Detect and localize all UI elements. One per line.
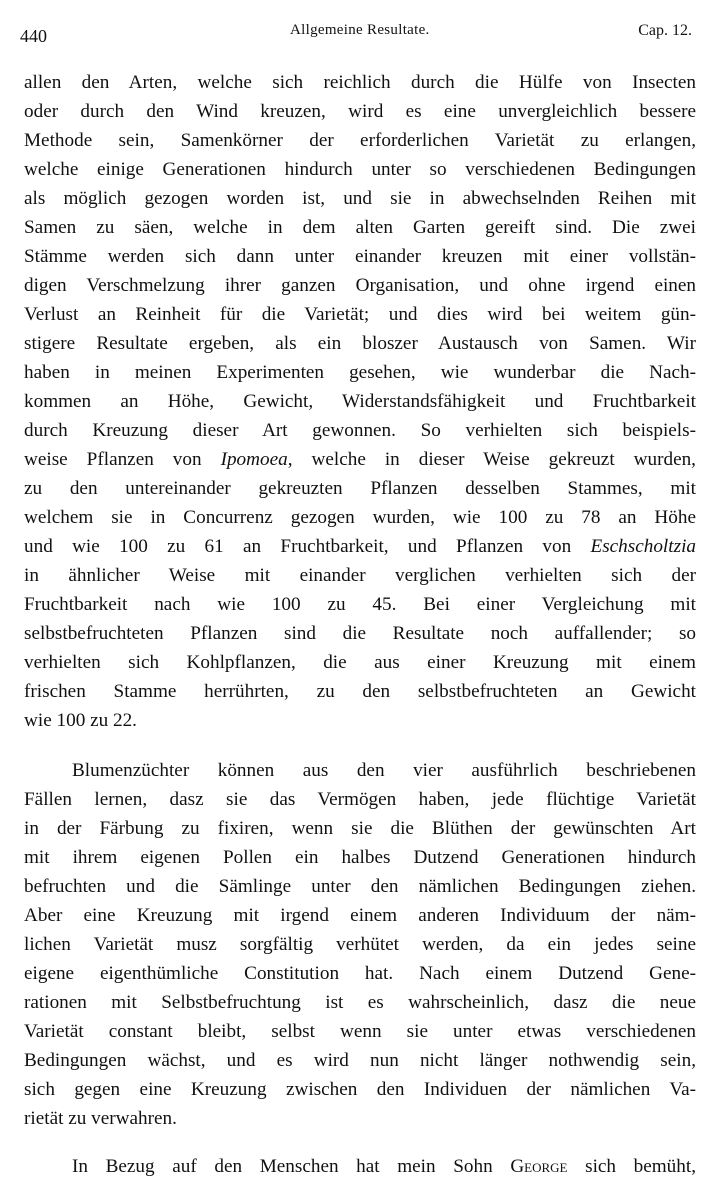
text-fragment: In Bezug auf den Menschen hat mein Sohn [72,1156,511,1177]
text-line: allen den Arten, welche sich reichlich durch die Hülfe von Insecten [24,72,696,93]
text-line: selbstbefruchteten Pflanzen sind die Resultate noch auffallender; so [24,623,696,644]
text-line: sich gegen eine Kreuzung zwischen den Individuen der nämlichen Va- [24,1079,696,1100]
text-line: als möglich gezogen worden ist, und sie in abwechselnden Reihen mit [24,188,696,209]
taxon-name: Eschscholtzia [590,536,696,557]
text-line: digen Verschmelzung ihrer ganzen Organisation, und ohne irgend einen [24,275,696,296]
page-number: 440 [20,26,47,46]
text-line: haben in meinen Experimenten gesehen, wie wunderbar die Nach- [24,362,696,383]
text-line: durch Kreuzung dieser Art gewonnen. So verhielten sich beispiels- [24,420,696,441]
text-line: Varietät constant bleibt, selbst wenn sie unter etwas verschiedenen [24,1021,696,1042]
page-header [20,18,692,46]
text-line: wie 100 zu 22. [24,710,137,731]
running-title: Allgemeine Resultate. [290,22,430,38]
text-line [72,1154,696,1180]
text-line: lichen Varietät musz sorgfältig verhütet werden, da ein jedes seine [24,934,696,955]
text-line: Bedingungen wächst, und es wird nun nicht länger nothwendig sein, [24,1050,696,1071]
text-line: Aber eine Kreuzung mit irgend einem anderen Individuum der näm- [24,905,696,926]
text-line: befruchten und die Sämlinge unter den nämlichen Bedingungen ziehen. [24,876,696,897]
text-line: frischen Stamme herrührten, zu den selbstbefruchteten an Gewicht [24,681,696,702]
text-line: eigene eigenthümliche Constitution hat. Nach einem Dutzend Gene- [24,963,696,984]
chapter-label: Cap. 12. [638,22,692,39]
taxon-name: Ipomoea [220,449,288,470]
text-line: welche einige Generationen hindurch unter so verschiedenen Bedingungen [24,159,696,180]
text-line: rationen mit Selbstbefruchtung ist es wahrscheinlich, dasz die neue [24,992,696,1013]
text-line: Stämme werden sich dann unter einander kreuzen mit einer vollstän- [24,246,696,267]
text-line: in ähnlicher Weise mit einander verglichen verhielten sich der [24,565,696,586]
text-line: Methode sein, Samenkörner der erforderlichen Varietät zu erlangen, [24,130,696,151]
text-line: Samen zu säen, welche in dem alten Garten gereift sind. Die zwei [24,217,696,238]
text-line: verhielten sich Kohlpflanzen, die aus einer Kreuzung mit einem [24,652,696,673]
text-line: Fällen lernen, dasz sie das Vermögen haben, jede flüchtige Varietät [24,789,696,810]
text-line: Verlust an Reinheit für die Varietät; und dies wird bei weitem gün- [24,304,696,325]
text-line: rietät zu verwahren. [24,1108,177,1129]
text-line: zu den untereinander gekreuzten Pflanzen desselben Stammes, mit [24,478,696,499]
text-line: mit ihrem eigenen Pollen ein halbes Dutzend Generationen hindurch [24,847,696,868]
text-line: und wie 100 zu 61 an Fruchtbarkeit, und Pflanzen von Eschscholtzia [24,536,696,557]
text-fragment: sich bemüht, [567,1156,696,1177]
text-line: in der Färbung zu fixiren, wenn sie die Blüthen der gewünschten Art [24,818,696,839]
text-line: weise Pflanzen von Ipomoea, welche in dieser Weise gekreuzt wurden, [24,449,696,470]
text-line: stigere Resultate ergeben, als ein bloszer Austausch von Samen. Wir [24,333,696,354]
text-line: oder durch den Wind kreuzen, wird es eine unvergleichlich bessere [24,101,696,122]
text-line: Fruchtbarkeit nach wie 100 zu 45. Bei einer Vergleichung mit [24,594,696,615]
text-line: Blumenzüchter können aus den vier ausführlich beschriebenen [72,760,696,781]
text-line: welchem sie in Concurrenz gezogen wurden, wie 100 zu 78 an Höhe [24,507,696,528]
text-line: kommen an Höhe, Gewicht, Widerstandsfähigkeit und Fruchtbarkeit [24,391,696,412]
person-name: George [510,1156,568,1177]
